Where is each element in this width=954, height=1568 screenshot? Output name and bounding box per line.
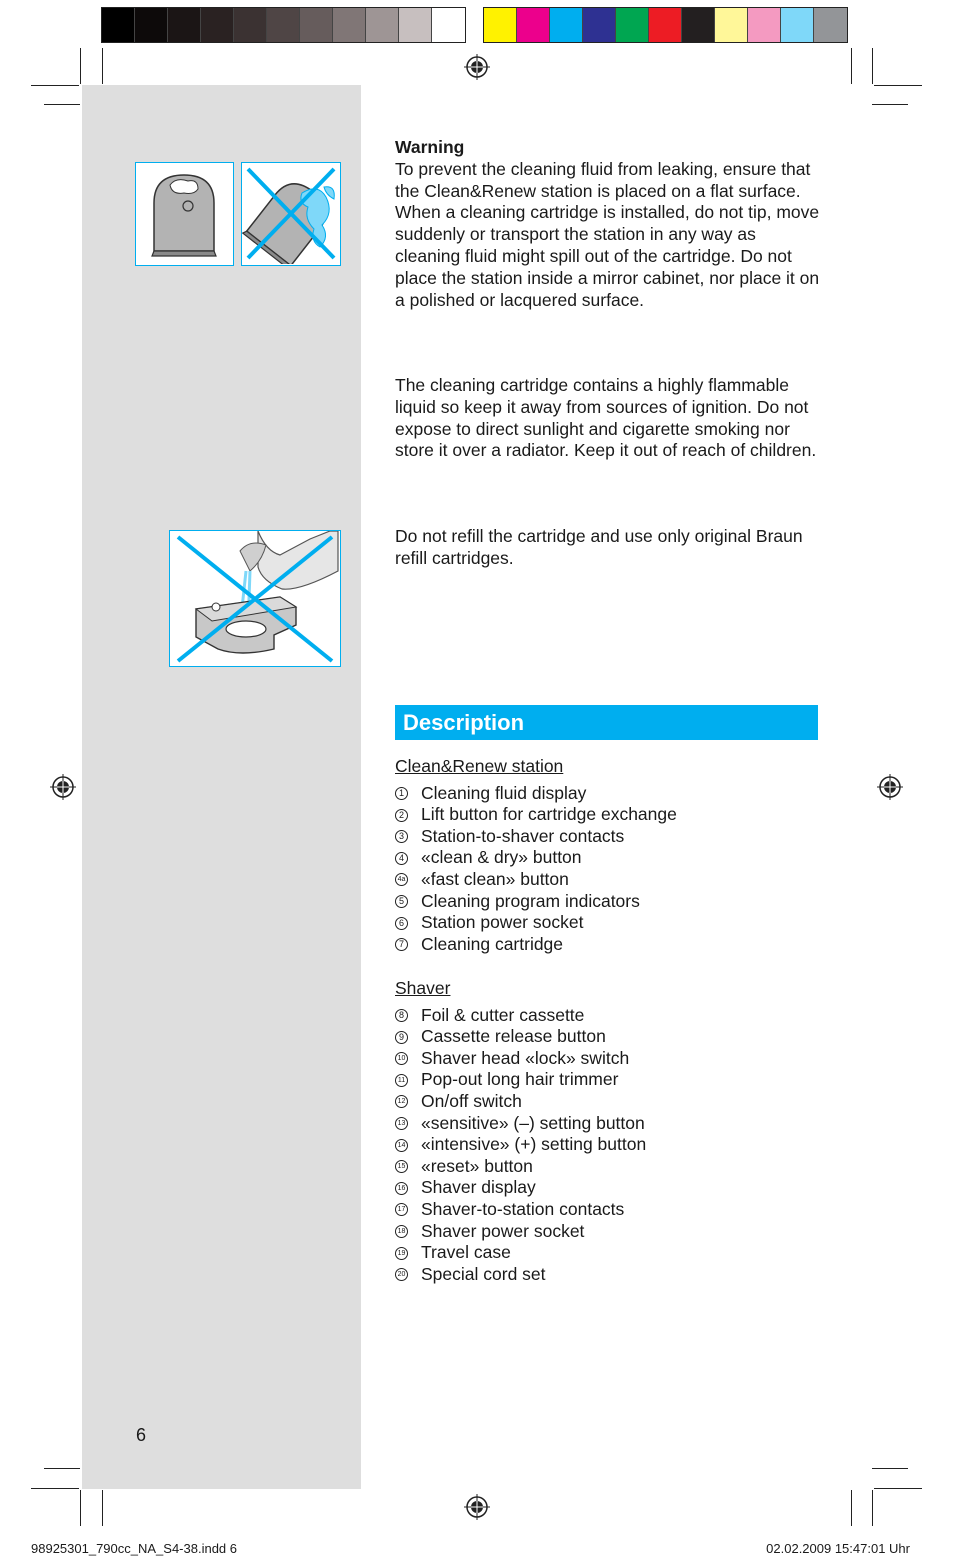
list-item bbox=[395, 1070, 820, 1092]
item-number: 4 bbox=[395, 852, 408, 865]
list-item bbox=[395, 934, 820, 956]
station-tipped-icon bbox=[242, 163, 339, 264]
color-swatch bbox=[201, 8, 234, 42]
crop-mark bbox=[872, 1468, 908, 1469]
warning-paragraph-1: To prevent the cleaning fluid from leaking, ensure that the Clean&Renew station is placed on a flat surface. When a cleaning cartridge is installed, do not tip, move suddenly or transport the station in any way as cleaning fluid might spill out of the cartridge. Do not place the station inside a mirror cabinet, nor place it on a polished or lacquered surface. bbox=[395, 158, 820, 310]
item-number: 6 bbox=[395, 917, 408, 930]
footer-file-info: 98925301_790cc_NA_S4-38.indd 6 bbox=[31, 1541, 238, 1556]
item-number: 2 bbox=[395, 809, 408, 822]
color-swatch bbox=[333, 8, 366, 42]
side-panel bbox=[82, 85, 361, 1489]
color-colorbar bbox=[483, 7, 848, 43]
figure-station-tipped bbox=[241, 162, 341, 266]
item-label: Cassette release button bbox=[421, 1026, 606, 1047]
warning-block bbox=[395, 137, 820, 311]
color-swatch bbox=[267, 8, 300, 42]
item-number: 16 bbox=[395, 1182, 408, 1195]
list-item bbox=[395, 1178, 820, 1200]
color-swatch bbox=[715, 8, 748, 42]
item-label: Shaver power socket bbox=[421, 1220, 585, 1241]
crop-mark bbox=[872, 1490, 873, 1526]
crop-mark bbox=[102, 48, 103, 84]
shaver-parts-list bbox=[395, 1005, 820, 1286]
color-swatch bbox=[583, 8, 616, 42]
item-number: 19 bbox=[395, 1247, 408, 1260]
item-label: Shaver display bbox=[421, 1177, 536, 1198]
item-number: 14 bbox=[395, 1139, 408, 1152]
item-number: 3 bbox=[395, 830, 408, 843]
item-number: 7 bbox=[395, 938, 408, 951]
crop-mark bbox=[872, 104, 908, 105]
crop-mark bbox=[874, 85, 922, 86]
item-label: «intensive» (+) setting button bbox=[421, 1134, 647, 1155]
item-label: Cleaning program indicators bbox=[421, 890, 640, 911]
station-section bbox=[395, 756, 820, 956]
color-swatch bbox=[649, 8, 682, 42]
list-item bbox=[395, 826, 820, 848]
crop-mark bbox=[851, 1490, 852, 1526]
color-swatch bbox=[366, 8, 399, 42]
item-label: Station-to-shaver contacts bbox=[421, 825, 625, 846]
item-number: 17 bbox=[395, 1203, 408, 1216]
list-item bbox=[395, 1134, 820, 1156]
list-item bbox=[395, 783, 820, 805]
description-heading: Description bbox=[395, 705, 818, 740]
item-label: «sensitive» (–) setting button bbox=[421, 1112, 645, 1133]
item-number: 20 bbox=[395, 1268, 408, 1281]
item-number: 15 bbox=[395, 1160, 408, 1173]
color-swatch bbox=[781, 8, 814, 42]
item-label: Cleaning fluid display bbox=[421, 782, 587, 803]
crop-mark bbox=[872, 48, 873, 84]
item-number: 10 bbox=[395, 1052, 408, 1065]
list-item bbox=[395, 1005, 820, 1027]
color-swatch bbox=[300, 8, 333, 42]
item-label: «clean & dry» button bbox=[421, 847, 582, 868]
crop-mark bbox=[31, 1488, 79, 1489]
list-item bbox=[395, 912, 820, 934]
color-swatch bbox=[616, 8, 649, 42]
item-label: Foil & cutter cassette bbox=[421, 1004, 585, 1025]
list-item bbox=[395, 891, 820, 913]
item-label: Special cord set bbox=[421, 1263, 546, 1284]
crop-mark bbox=[44, 1468, 80, 1469]
color-swatch bbox=[399, 8, 432, 42]
color-swatch bbox=[682, 8, 715, 42]
list-item bbox=[395, 1026, 820, 1048]
list-item bbox=[395, 1156, 820, 1178]
list-item bbox=[395, 1199, 820, 1221]
crop-mark bbox=[874, 1488, 922, 1489]
figure-station-upright bbox=[135, 162, 234, 266]
item-number: 11 bbox=[395, 1074, 408, 1087]
list-item bbox=[395, 1221, 820, 1243]
color-swatch bbox=[234, 8, 267, 42]
item-number: 13 bbox=[395, 1117, 408, 1130]
item-label: Lift button for cartridge exchange bbox=[421, 804, 677, 825]
item-number: 9 bbox=[395, 1031, 408, 1044]
registration-mark-icon bbox=[877, 774, 903, 800]
color-swatch bbox=[814, 8, 847, 42]
item-label: Travel case bbox=[421, 1242, 511, 1263]
list-item bbox=[395, 869, 820, 891]
crop-mark bbox=[31, 85, 79, 86]
item-label: Station power socket bbox=[421, 912, 584, 933]
list-item bbox=[395, 848, 820, 870]
list-item bbox=[395, 1091, 820, 1113]
list-item bbox=[395, 1048, 820, 1070]
item-label: Shaver head «lock» switch bbox=[421, 1047, 630, 1068]
flammable-paragraph bbox=[395, 375, 820, 462]
registration-mark-icon bbox=[464, 54, 490, 80]
refill-paragraph bbox=[395, 526, 820, 570]
gray-colorbar bbox=[101, 7, 466, 43]
item-number: 5 bbox=[395, 895, 408, 908]
color-swatch bbox=[135, 8, 168, 42]
list-item bbox=[395, 1242, 820, 1264]
page-number: 6 bbox=[136, 1425, 147, 1445]
crop-mark bbox=[851, 48, 852, 84]
item-number: 8 bbox=[395, 1009, 408, 1022]
shaver-heading: Shaver bbox=[395, 978, 451, 998]
station-heading: Clean&Renew station bbox=[395, 756, 564, 776]
registration-mark-icon bbox=[50, 774, 76, 800]
crop-mark bbox=[80, 48, 81, 84]
color-swatch bbox=[748, 8, 781, 42]
item-label: On/off switch bbox=[421, 1091, 522, 1112]
item-label: «reset» button bbox=[421, 1155, 533, 1176]
item-number: 1 bbox=[395, 787, 408, 800]
item-number: 18 bbox=[395, 1225, 408, 1238]
list-item bbox=[395, 1264, 820, 1286]
figure-refill-cartridge bbox=[169, 530, 341, 667]
color-swatch bbox=[102, 8, 135, 42]
item-label: «fast clean» button bbox=[421, 869, 569, 890]
item-label: Pop-out long hair trimmer bbox=[421, 1069, 619, 1090]
color-swatch bbox=[550, 8, 583, 42]
registration-mark-icon bbox=[464, 1494, 490, 1520]
item-number: 4a bbox=[395, 873, 408, 886]
station-parts-list bbox=[395, 783, 820, 956]
footer-timestamp: 02.02.2009 15:47:01 Uhr bbox=[766, 1541, 910, 1556]
color-swatch bbox=[168, 8, 201, 42]
item-number: 12 bbox=[395, 1095, 408, 1108]
list-item bbox=[395, 804, 820, 826]
color-swatch bbox=[517, 8, 550, 42]
crop-mark bbox=[102, 1490, 103, 1526]
refill-cartridge-icon bbox=[170, 531, 339, 665]
crop-mark bbox=[44, 104, 80, 105]
warning-paragraph-3: Do not refill the cartridge and use only original Braun refill cartridges. bbox=[395, 526, 803, 568]
color-swatch bbox=[432, 8, 465, 42]
warning-title: Warning bbox=[395, 137, 465, 157]
color-swatch bbox=[484, 8, 517, 42]
shaver-section bbox=[395, 978, 820, 1286]
item-label: Cleaning cartridge bbox=[421, 933, 564, 954]
warning-paragraph-2: The cleaning cartridge contains a highly flammable liquid so keep it away from sources of ignition. Do not expose to direct sunlight and cigarette smoking nor store it over a radiator. Keep it out of reach of children. bbox=[395, 375, 817, 461]
station-upright-icon bbox=[136, 163, 232, 264]
list-item bbox=[395, 1113, 820, 1135]
crop-mark bbox=[80, 1490, 81, 1526]
item-label: Shaver-to-station contacts bbox=[421, 1199, 625, 1220]
